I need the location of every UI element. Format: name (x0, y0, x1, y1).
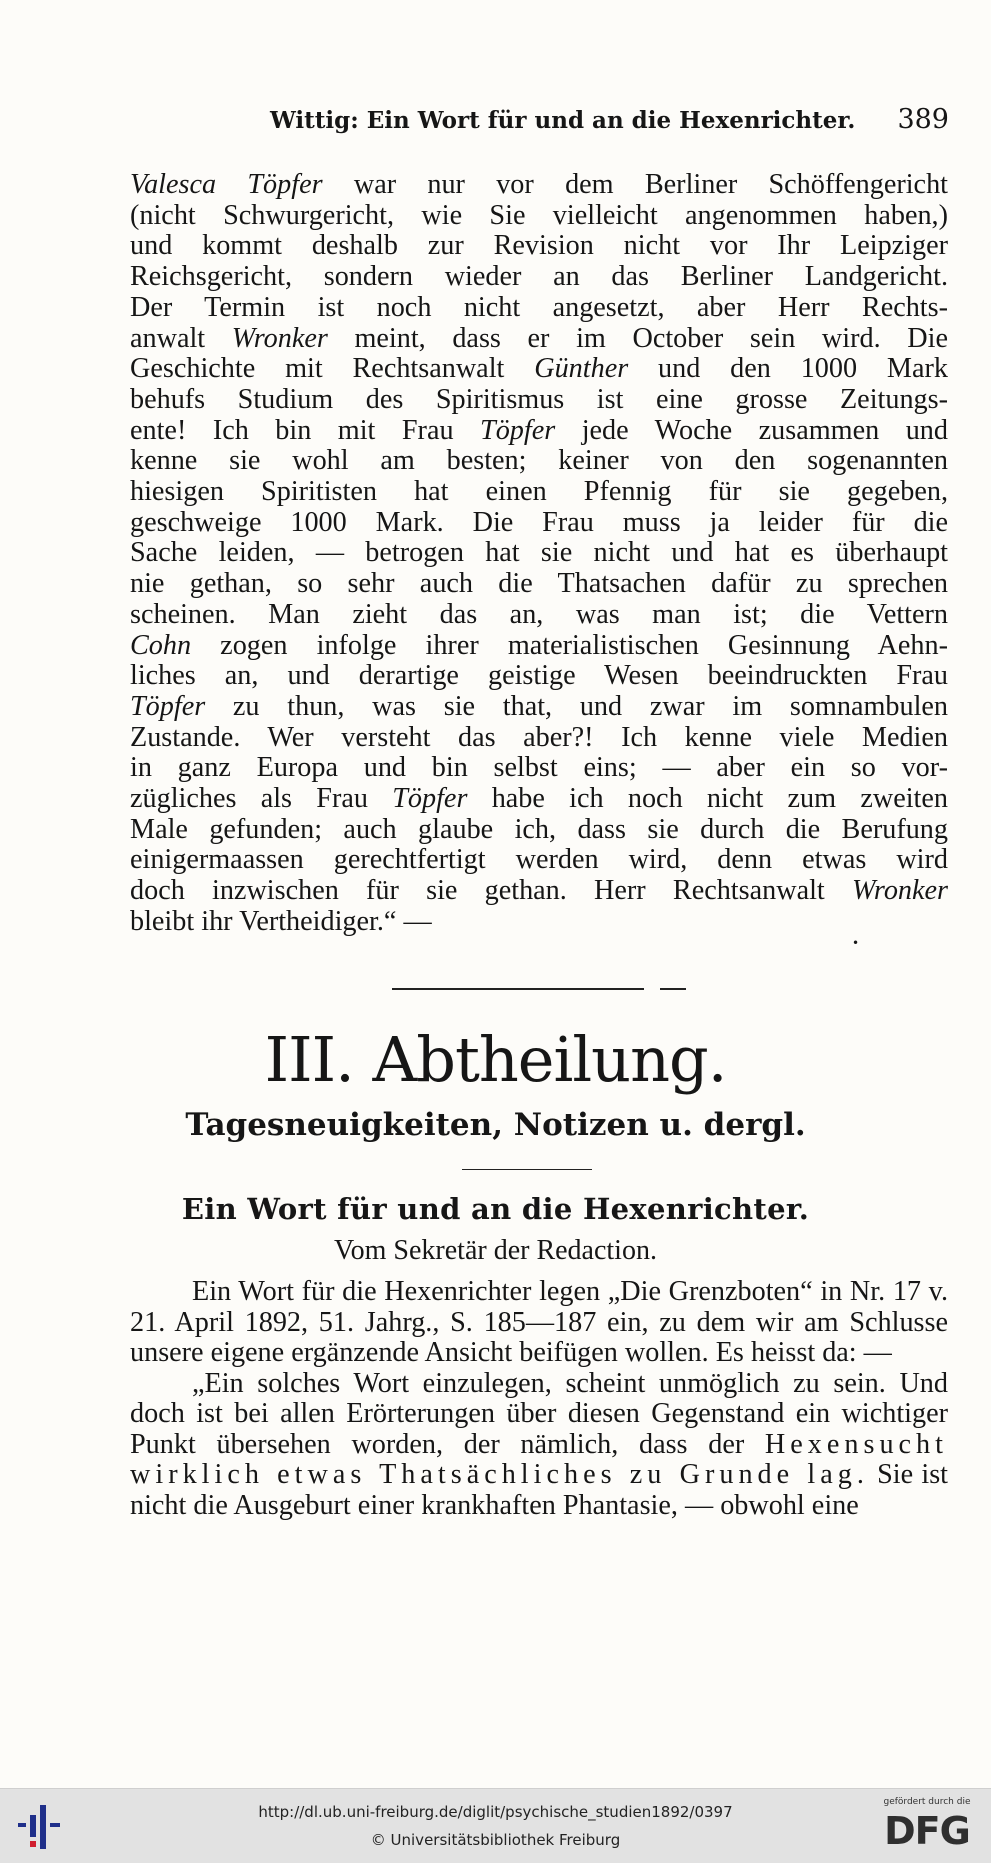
text-run: jede Woche zusammen und (555, 415, 948, 446)
text-line (130, 538, 948, 569)
dfg-logo-text: DFG (884, 1809, 970, 1853)
text-run: Male gefunden; auch glaube ich, dass sie durch die Berufung (130, 814, 948, 845)
ink-speck: • (852, 936, 860, 950)
running-title: Wittig: Ein Wort für und an die Hexenrichter. (270, 107, 856, 134)
quote-start: „Ein solches Wort einzulegen, scheint unmöglich zu sein. Und doch ist bei allen Erörterungen über diesen Gegenstand ein wichtiger Punkt übersehen worden, der nämlich, dass der (130, 1367, 948, 1460)
text-line (130, 876, 948, 907)
text-run: und den 1000 Mark (628, 354, 948, 385)
dfg-logo[interactable] (872, 1797, 982, 1857)
text-line (130, 600, 948, 631)
text-line (130, 845, 948, 876)
text-run: zügliches als Frau (130, 784, 393, 815)
text-run: einigermaassen gerechtfertigt werden wird, denn etwas wird (130, 845, 948, 876)
text-line (130, 231, 948, 262)
text-run: bleibt ihr Vertheidiger.“ — (130, 906, 432, 937)
text-line (130, 753, 948, 784)
section-title: III. Abtheilung. (264, 1023, 727, 1096)
subtitle-rule (462, 1169, 592, 1170)
text-line (130, 661, 948, 692)
text-run: Zustande. Wer versteht das aber?! Ich kenne viele Medien (130, 722, 948, 753)
text-run: Sache leiden, — betrogen hat sie nicht und hat es überhaupt (130, 538, 948, 569)
text-run: Geschichte mit Rechtsanwalt (130, 354, 535, 385)
italic-name: Töpfer (480, 415, 556, 446)
text-line (130, 723, 948, 754)
article-title: Ein Wort für und an die Hexenrichter. (181, 1192, 810, 1226)
text-line (130, 907, 948, 938)
text-line (130, 324, 948, 355)
text-line (130, 170, 948, 201)
article-paragraph-1: Ein Wort für die Hexenrichter legen „Die Grenzboten“ in Nr. 17 v. 21. April 1892, 51. Jahrg., S. 185—187 ein, zu dem wir am Schlusse unsere eigene ergänzende Ansicht beifügen wollen. Es heisst da: — (130, 1276, 948, 1368)
sponsor-caption: gefördert durch die (883, 1797, 971, 1807)
text-line (130, 354, 948, 385)
text-run: doch inzwischen für sie gethan. Herr Rechtsanwalt (130, 876, 852, 907)
italic-name: Töpfer (130, 691, 206, 722)
text-run: Der Termin ist noch nicht angesetzt, aber Herr Rechts- (130, 292, 948, 323)
text-run: war nur vor dem Berliner Schöffengericht (322, 170, 948, 200)
text-line (130, 385, 948, 416)
text-run: (nicht Schwurgericht, wie Sie vielleicht angenommen haben,) (130, 200, 948, 231)
section-subtitle: Tagesneuigkeiten, Notizen u. dergl. (185, 1107, 806, 1143)
viewer-footer (0, 1788, 991, 1863)
separator-rule-short (660, 988, 686, 990)
italic-name: Cohn (130, 630, 192, 661)
article-paragraph-2 (130, 1369, 948, 1522)
text-run: zogen infolge ihrer materialistischen Gesinnung Aehn- (191, 630, 948, 661)
text-run: geschweige 1000 Mark. Die Frau muss ja leider für die (130, 507, 948, 538)
text-run: und kommt deshalb zur Revision nicht vor Ihr Leipziger (130, 231, 948, 262)
text-run: ente! Ich bin mit Frau (130, 415, 481, 446)
text-line (130, 477, 948, 508)
text-line (130, 201, 948, 232)
text-run: scheinen. Man zieht das an, was man ist; die Vettern (130, 599, 948, 630)
text-line (130, 569, 948, 600)
copyright-notice: © Universitätsbibliothek Freiburg (370, 1831, 621, 1849)
text-run: in ganz Europa und bin selbst eins; — aber ein so vor- (130, 753, 948, 784)
text-line (130, 815, 948, 846)
text-line (130, 692, 948, 723)
article-body (130, 1277, 948, 1521)
text-line (130, 416, 948, 447)
text-run: zu thun, was sie that, und zwar im somnambulen (205, 691, 948, 722)
separator-rule (392, 988, 644, 990)
text-run: habe ich noch nicht zum zweiten (467, 784, 948, 815)
text-run: behufs Studium des Spiritismus ist eine grosse Zeitungs- (130, 384, 948, 415)
text-line (130, 293, 948, 324)
text-line (130, 446, 948, 477)
italic-name: Wronker (231, 323, 328, 354)
italic-name: Valesca Töpfer (130, 170, 323, 200)
running-header (270, 104, 949, 135)
text-line (130, 784, 948, 815)
page-number: 389 (897, 104, 949, 135)
italic-name: Günther (534, 354, 629, 385)
text-run: hiesigen Spiritisten hat einen Pfennig für sie gegeben, (130, 477, 948, 508)
page-url-link[interactable]: http://dl.ub.uni-freiburg.de/diglit/psychische_studien1892/0397 (258, 1803, 733, 1821)
text-line (130, 262, 948, 293)
text-run: kenne sie wohl am besten; keiner von den sogenannten (130, 446, 948, 477)
text-run: anwalt (130, 323, 232, 354)
text-line (130, 631, 948, 662)
italic-name: Töpfer (392, 784, 468, 815)
text-run: nie gethan, so sehr auch die Thatsachen dafür zu sprechen (130, 569, 948, 600)
text-line (130, 508, 948, 539)
text-run: liches an, und derartige geistige Wesen beeindruckten Frau (130, 661, 948, 692)
spaced-emphasis: Hexensucht wirklich etwas Thatsächliches zu Grunde lag. (130, 1428, 948, 1490)
quote-continuation: Sie ist nicht die Ausgeburt einer krankhaften Phantasie, — obwohl eine (130, 1459, 949, 1521)
letter-paragraph (130, 170, 948, 938)
article-byline: Vom Sekretär der Redaction. (334, 1235, 657, 1266)
italic-name: Wronker (851, 876, 948, 907)
text-run: meint, dass er im October sein wird. Die (327, 323, 948, 354)
text-run: Reichsgericht, sondern wieder an das Berliner Landgericht. (130, 262, 948, 293)
